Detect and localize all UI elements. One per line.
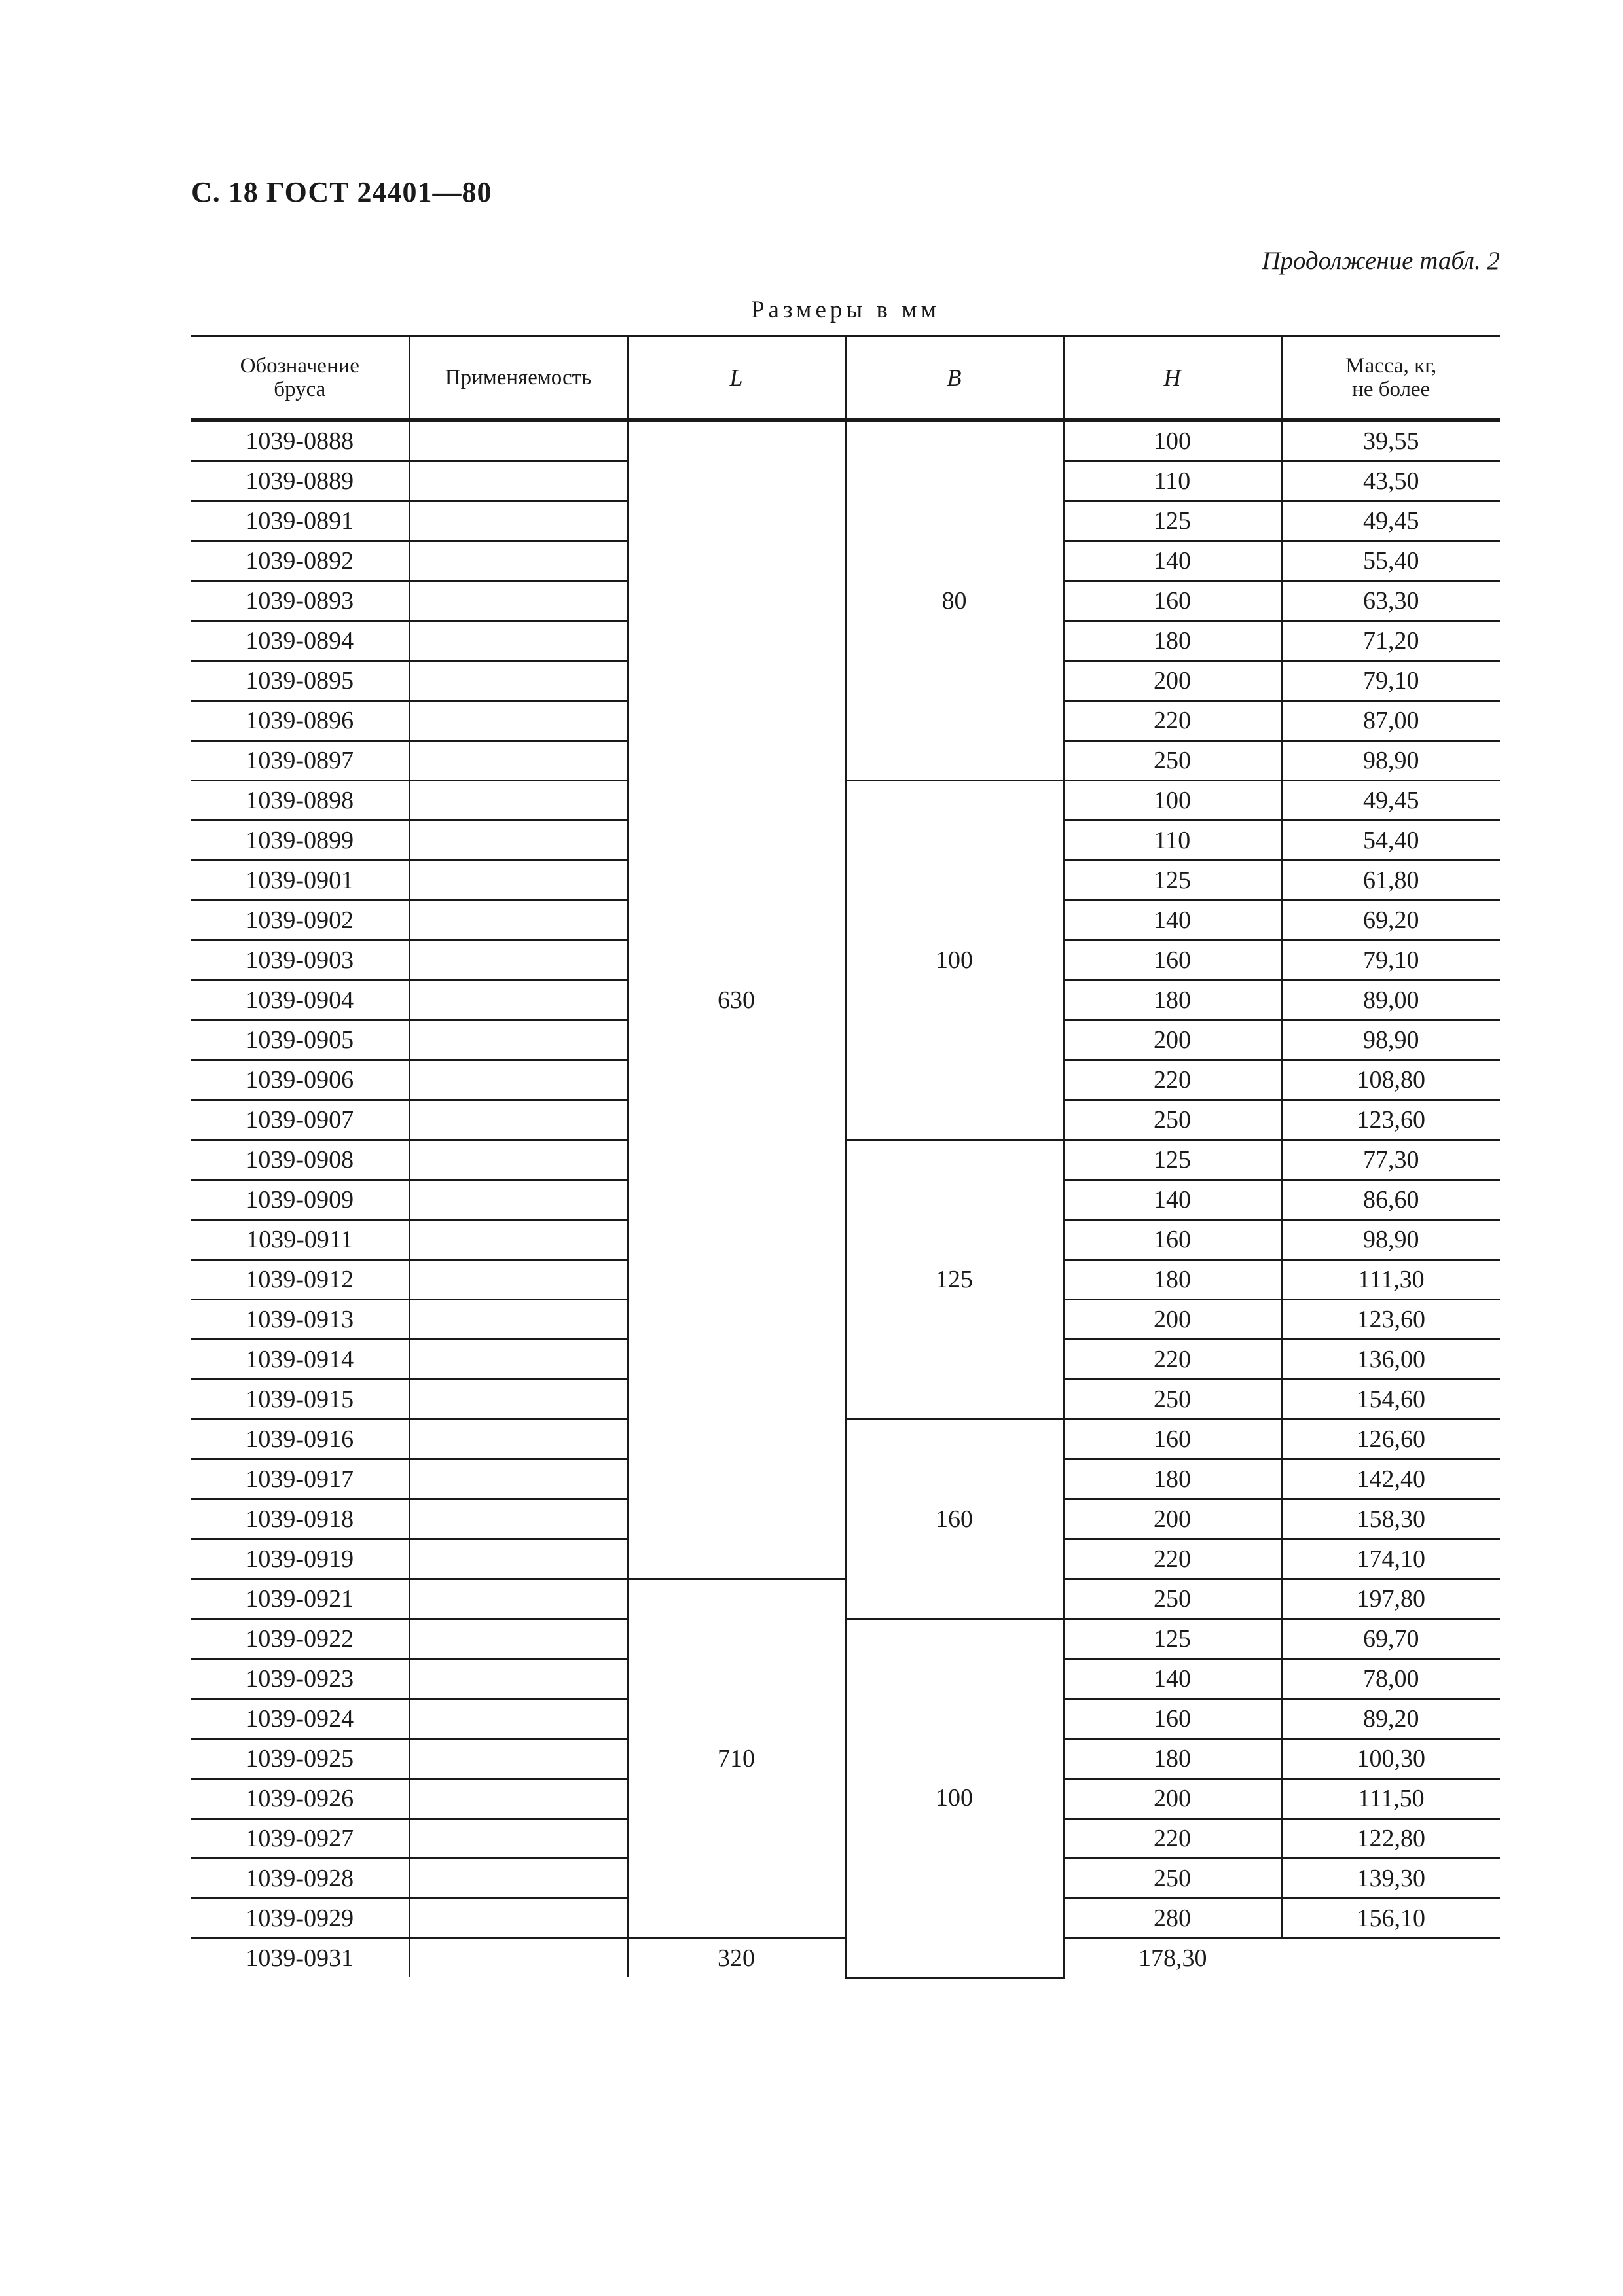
cell-applicability bbox=[409, 1539, 627, 1579]
cell-designation: 1039-0917 bbox=[191, 1460, 409, 1499]
cell-designation: 1039-0925 bbox=[191, 1739, 409, 1779]
column-header-designation-line-1: Обозначение bbox=[240, 354, 359, 378]
cell-mass: 63,30 bbox=[1281, 581, 1500, 621]
table-body bbox=[191, 420, 1500, 1977]
cell-applicability bbox=[409, 661, 627, 701]
cell-height-h: 160 bbox=[1063, 941, 1281, 980]
cell-width-b: 100 bbox=[845, 1619, 1063, 1978]
cell-height-h: 140 bbox=[1063, 541, 1281, 581]
page-title: С. 18 ГОСТ 24401—80 bbox=[191, 176, 492, 208]
cell-mass: 71,20 bbox=[1281, 621, 1500, 661]
cell-designation: 1039-0919 bbox=[191, 1539, 409, 1579]
cell-height-h: 250 bbox=[1063, 1380, 1281, 1420]
cell-mass: 69,20 bbox=[1281, 901, 1500, 941]
cell-designation: 1039-0903 bbox=[191, 941, 409, 980]
cell-height-h: 110 bbox=[1063, 821, 1281, 861]
cell-designation: 1039-0891 bbox=[191, 501, 409, 541]
cell-designation: 1039-0931 bbox=[191, 1939, 409, 1978]
cell-designation: 1039-0898 bbox=[191, 781, 409, 821]
cell-designation: 1039-0888 bbox=[191, 420, 409, 461]
cell-applicability bbox=[409, 701, 627, 741]
cell-applicability bbox=[409, 1699, 627, 1739]
cell-applicability bbox=[409, 501, 627, 541]
cell-designation: 1039-0927 bbox=[191, 1819, 409, 1859]
dimensions-table bbox=[191, 335, 1500, 1979]
cell-designation: 1039-0921 bbox=[191, 1579, 409, 1619]
cell-mass: 49,45 bbox=[1281, 781, 1500, 821]
table-row bbox=[191, 420, 1500, 461]
cell-height-h: 250 bbox=[1063, 1859, 1281, 1899]
cell-applicability bbox=[409, 1220, 627, 1260]
cell-height-h: 140 bbox=[1063, 1659, 1281, 1699]
cell-applicability bbox=[409, 621, 627, 661]
cell-mass: 89,00 bbox=[1281, 980, 1500, 1020]
cell-height-h: 200 bbox=[1063, 1020, 1281, 1060]
cell-applicability bbox=[409, 1260, 627, 1300]
cell-designation: 1039-0893 bbox=[191, 581, 409, 621]
cell-mass: 86,60 bbox=[1281, 1180, 1500, 1220]
cell-mass: 111,30 bbox=[1281, 1260, 1500, 1300]
cell-height-h: 140 bbox=[1063, 1180, 1281, 1220]
cell-mass: 49,45 bbox=[1281, 501, 1500, 541]
header-row bbox=[191, 336, 1500, 421]
cell-designation: 1039-0923 bbox=[191, 1659, 409, 1699]
column-header-mass-line-2: не более bbox=[1352, 378, 1431, 401]
table-row bbox=[191, 781, 1500, 821]
cell-designation: 1039-0922 bbox=[191, 1619, 409, 1659]
cell-designation: 1039-0912 bbox=[191, 1260, 409, 1300]
cell-height-h: 160 bbox=[1063, 581, 1281, 621]
column-header-mass-line-1: Масса, кг, bbox=[1345, 354, 1437, 378]
column-header-b: B bbox=[845, 336, 1063, 421]
table-header bbox=[191, 336, 1500, 421]
cell-applicability bbox=[409, 1819, 627, 1859]
cell-designation: 1039-0906 bbox=[191, 1060, 409, 1100]
cell-height-h: 250 bbox=[1063, 1100, 1281, 1140]
cell-designation: 1039-0916 bbox=[191, 1420, 409, 1460]
cell-designation: 1039-0909 bbox=[191, 1180, 409, 1220]
cell-height-h: 180 bbox=[1063, 621, 1281, 661]
table-continuation-label: Продолжение табл. 2 bbox=[1262, 247, 1500, 275]
cell-applicability bbox=[409, 781, 627, 821]
cell-mass: 197,80 bbox=[1281, 1579, 1500, 1619]
cell-height-h: 180 bbox=[1063, 1260, 1281, 1300]
cell-applicability bbox=[409, 821, 627, 861]
cell-mass: 54,40 bbox=[1281, 821, 1500, 861]
cell-mass: 98,90 bbox=[1281, 1020, 1500, 1060]
cell-mass: 108,80 bbox=[1281, 1060, 1500, 1100]
cell-height-h: 125 bbox=[1063, 1619, 1281, 1659]
cell-applicability bbox=[409, 1939, 627, 1978]
cell-designation: 1039-0896 bbox=[191, 701, 409, 741]
cell-height-h: 200 bbox=[1063, 661, 1281, 701]
cell-height-h: 160 bbox=[1063, 1699, 1281, 1739]
cell-applicability bbox=[409, 861, 627, 901]
cell-height-h: 125 bbox=[1063, 861, 1281, 901]
cell-mass: 111,50 bbox=[1281, 1779, 1500, 1819]
cell-mass: 100,30 bbox=[1281, 1739, 1500, 1779]
cell-designation: 1039-0907 bbox=[191, 1100, 409, 1140]
cell-applicability bbox=[409, 1739, 627, 1779]
cell-designation: 1039-0889 bbox=[191, 461, 409, 501]
cell-width-b: 160 bbox=[845, 1420, 1063, 1619]
cell-height-h: 100 bbox=[1063, 420, 1281, 461]
cell-height-h: 280 bbox=[1063, 1899, 1281, 1939]
cell-designation: 1039-0904 bbox=[191, 980, 409, 1020]
cell-designation: 1039-0914 bbox=[191, 1340, 409, 1380]
cell-designation: 1039-0901 bbox=[191, 861, 409, 901]
cell-width-b: 80 bbox=[845, 420, 1063, 781]
cell-mass: 139,30 bbox=[1281, 1859, 1500, 1899]
cell-applicability bbox=[409, 1020, 627, 1060]
cell-height-h: 180 bbox=[1063, 1460, 1281, 1499]
cell-mass: 142,40 bbox=[1281, 1460, 1500, 1499]
cell-height-h: 140 bbox=[1063, 901, 1281, 941]
cell-designation: 1039-0926 bbox=[191, 1779, 409, 1819]
cell-designation: 1039-0899 bbox=[191, 821, 409, 861]
cell-height-h: 125 bbox=[1063, 1140, 1281, 1180]
cell-designation: 1039-0897 bbox=[191, 741, 409, 781]
column-header-designation bbox=[191, 336, 409, 421]
cell-designation: 1039-0913 bbox=[191, 1300, 409, 1340]
cell-applicability bbox=[409, 1899, 627, 1939]
cell-applicability bbox=[409, 901, 627, 941]
cell-height-h: 160 bbox=[1063, 1220, 1281, 1260]
cell-mass: 69,70 bbox=[1281, 1619, 1500, 1659]
cell-mass: 79,10 bbox=[1281, 941, 1500, 980]
cell-applicability bbox=[409, 461, 627, 501]
cell-designation: 1039-0918 bbox=[191, 1499, 409, 1539]
cell-mass: 158,30 bbox=[1281, 1499, 1500, 1539]
cell-applicability bbox=[409, 1499, 627, 1539]
cell-applicability bbox=[409, 1380, 627, 1420]
cell-applicability bbox=[409, 741, 627, 781]
cell-designation: 1039-0892 bbox=[191, 541, 409, 581]
cell-mass: 55,40 bbox=[1281, 541, 1500, 581]
cell-height-h: 250 bbox=[1063, 1579, 1281, 1619]
cell-mass: 154,60 bbox=[1281, 1380, 1500, 1420]
cell-height-h: 220 bbox=[1063, 1340, 1281, 1380]
cell-mass: 39,55 bbox=[1281, 420, 1500, 461]
cell-width-b: 125 bbox=[845, 1140, 1063, 1420]
cell-mass: 77,30 bbox=[1281, 1140, 1500, 1180]
cell-length-l: 710 bbox=[627, 1579, 845, 1939]
cell-applicability bbox=[409, 1180, 627, 1220]
cell-mass: 122,80 bbox=[1281, 1819, 1500, 1859]
cell-height-h: 220 bbox=[1063, 701, 1281, 741]
cell-height-h: 220 bbox=[1063, 1539, 1281, 1579]
cell-height-h: 125 bbox=[1063, 501, 1281, 541]
cell-mass: 61,80 bbox=[1281, 861, 1500, 901]
cell-applicability bbox=[409, 1300, 627, 1340]
cell-height-h: 250 bbox=[1063, 741, 1281, 781]
cell-designation: 1039-0908 bbox=[191, 1140, 409, 1180]
cell-mass: 89,20 bbox=[1281, 1699, 1500, 1739]
cell-mass: 98,90 bbox=[1281, 741, 1500, 781]
cell-height-h: 220 bbox=[1063, 1819, 1281, 1859]
cell-applicability bbox=[409, 980, 627, 1020]
cell-applicability bbox=[409, 1060, 627, 1100]
cell-mass: 126,60 bbox=[1281, 1420, 1500, 1460]
cell-height-h: 220 bbox=[1063, 1060, 1281, 1100]
cell-applicability bbox=[409, 941, 627, 980]
cell-mass: 123,60 bbox=[1281, 1100, 1500, 1140]
cell-height-h: 320 bbox=[627, 1939, 845, 1978]
cell-height-h: 180 bbox=[1063, 980, 1281, 1020]
table-row bbox=[191, 1140, 1500, 1180]
column-header-designation-line-2: бруса bbox=[274, 378, 326, 401]
column-header-mass bbox=[1281, 336, 1500, 421]
cell-designation: 1039-0895 bbox=[191, 661, 409, 701]
cell-mass: 178,30 bbox=[1063, 1939, 1281, 1978]
cell-applicability bbox=[409, 1579, 627, 1619]
cell-height-h: 200 bbox=[1063, 1300, 1281, 1340]
cell-applicability bbox=[409, 1140, 627, 1180]
cell-applicability bbox=[409, 1659, 627, 1699]
cell-designation: 1039-0905 bbox=[191, 1020, 409, 1060]
cell-mass: 79,10 bbox=[1281, 661, 1500, 701]
cell-designation: 1039-0915 bbox=[191, 1380, 409, 1420]
cell-length-l: 630 bbox=[627, 420, 845, 1579]
cell-applicability bbox=[409, 1619, 627, 1659]
table-row bbox=[191, 1619, 1500, 1659]
cell-height-h: 160 bbox=[1063, 1420, 1281, 1460]
cell-applicability bbox=[409, 541, 627, 581]
cell-designation: 1039-0902 bbox=[191, 901, 409, 941]
cell-applicability bbox=[409, 420, 627, 461]
cell-height-h: 180 bbox=[1063, 1739, 1281, 1779]
cell-mass: 123,60 bbox=[1281, 1300, 1500, 1340]
cell-applicability bbox=[409, 1340, 627, 1380]
cell-height-h: 110 bbox=[1063, 461, 1281, 501]
cell-designation: 1039-0894 bbox=[191, 621, 409, 661]
cell-applicability bbox=[409, 1100, 627, 1140]
cell-mass: 78,00 bbox=[1281, 1659, 1500, 1699]
cell-applicability bbox=[409, 1460, 627, 1499]
cell-height-h: 100 bbox=[1063, 781, 1281, 821]
cell-designation: 1039-0929 bbox=[191, 1899, 409, 1939]
cell-height-h: 200 bbox=[1063, 1499, 1281, 1539]
cell-applicability bbox=[409, 1859, 627, 1899]
column-header-h: H bbox=[1063, 336, 1281, 421]
cell-designation: 1039-0928 bbox=[191, 1859, 409, 1899]
cell-mass: 98,90 bbox=[1281, 1220, 1500, 1260]
cell-mass: 136,00 bbox=[1281, 1340, 1500, 1380]
cell-applicability bbox=[409, 1779, 627, 1819]
cell-width-b: 100 bbox=[845, 781, 1063, 1140]
cell-height-h: 200 bbox=[1063, 1779, 1281, 1819]
cell-applicability bbox=[409, 1420, 627, 1460]
cell-mass: 87,00 bbox=[1281, 701, 1500, 741]
cell-designation: 1039-0911 bbox=[191, 1220, 409, 1260]
cell-mass: 174,10 bbox=[1281, 1539, 1500, 1579]
column-header-applicability: Применяемость bbox=[409, 336, 627, 421]
cell-mass: 156,10 bbox=[1281, 1899, 1500, 1939]
cell-designation: 1039-0924 bbox=[191, 1699, 409, 1739]
table-row bbox=[191, 1420, 1500, 1460]
cell-applicability bbox=[409, 581, 627, 621]
cell-mass: 43,50 bbox=[1281, 461, 1500, 501]
column-header-l: L bbox=[627, 336, 845, 421]
units-caption: Размеры в мм bbox=[750, 296, 941, 323]
